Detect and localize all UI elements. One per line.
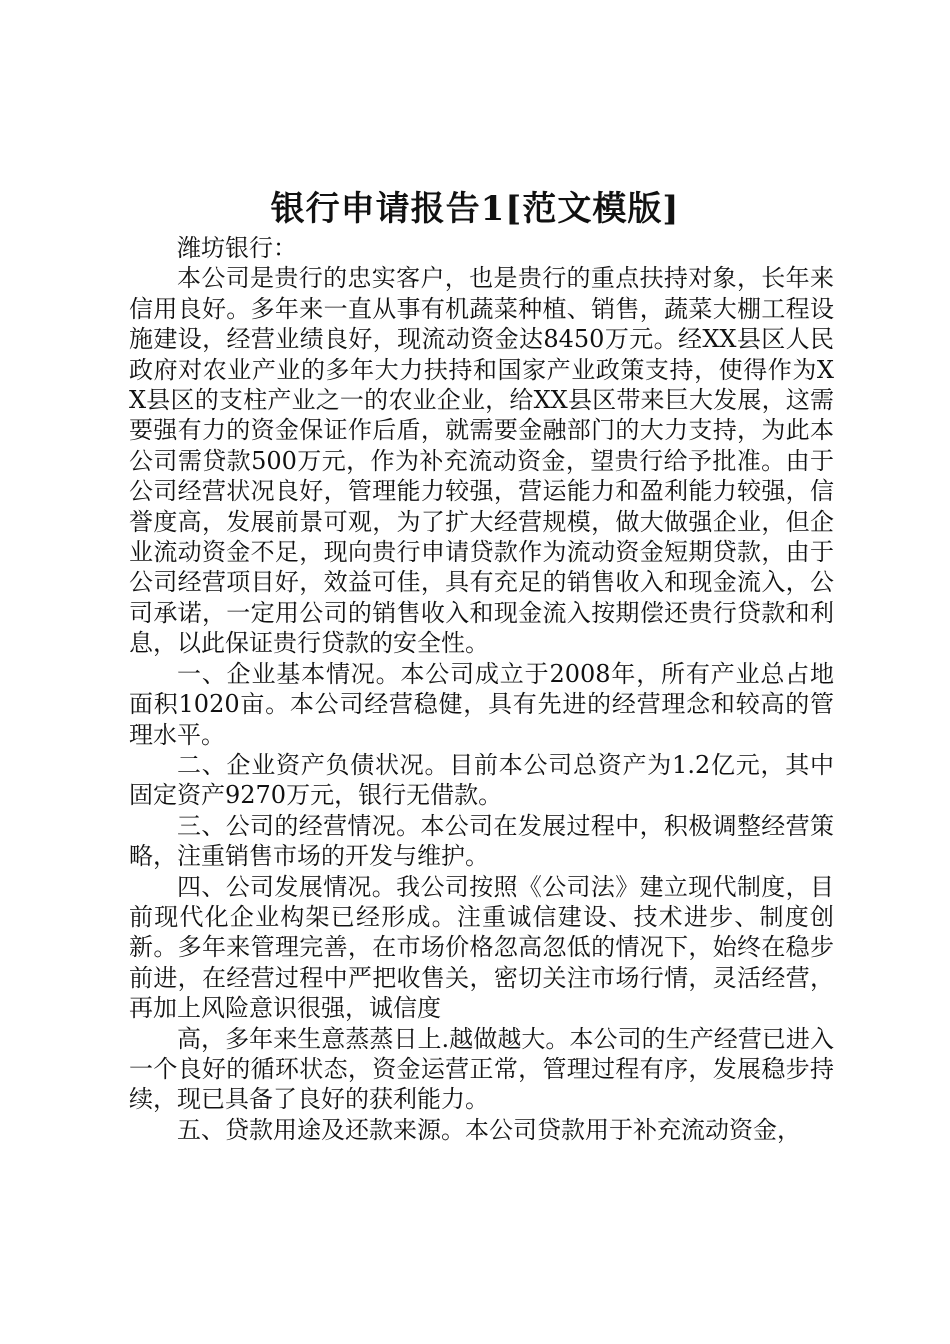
- paragraph-assets-liabilities: 二、企业资产负债状况。目前本公司总资产为1.2亿元，其中固定资产9270万元，银行无借款。: [129, 750, 834, 810]
- paragraph-development-continued: 高，多年来生意蒸蒸日上.越做越大。本公司的生产经营已进入一个良好的循环状态，资金运营正常，管理过程有序，发展稳步持续，现已具备了良好的获利能力。: [129, 1024, 834, 1114]
- paragraph-loan-purpose: 五、贷款用途及还款来源。本公司贷款用于补充流动资金，: [177, 1115, 801, 1144]
- paragraph-development: 四、公司发展情况。我公司按照《公司法》建立现代制度，目前现代化企业构架已经形成。注重诚信建设、技术进步、制度创新。多年来管理完善，在市场价格忽高忽低的情况下，始终在稳步前进，在经营过程中严把收售关，密切关注市场行情，灵活经营，再加上风险意识很强，诚信度: [129, 872, 834, 1023]
- document-title: 银行申请报告1[范文模版]: [270, 189, 680, 229]
- document-body: [129, 233, 834, 1145]
- paragraph-intro: 本公司是贵行的忠实客户，也是贵行的重点扶持对象，长年来信用良好。多年来一直从事有机蔬菜种植、销售，蔬菜大棚工程设施建设，经营业绩良好，现流动资金达8450万元。经XX县区人民政府对农业产业的多年大力扶持和国家产业政策支持，使得作为XX县区的支柱产业之一的农业企业，给XX县区带来巨大发展，这需要强有力的资金保证作后盾，就需要金融部门的大力支持，为此本公司需贷款500万元，作为补充流动资金，望贵行给予批准。由于公司经营状况良好，管理能力较强，营运能力和盈利能力较强，信誉度高，发展前景可观，为了扩大经营规模，做大做强企业，但企业流动资金不足，现向贵行申请贷款作为流动资金短期贷款，由于公司经营项目好，效益可佳，具有充足的销售收入和现金流入，公司承诺，一定用公司的销售收入和现金流入按期偿还贵行贷款和利息，以此保证贵行贷款的安全性。: [129, 264, 834, 658]
- paragraph-basic-info: 一、企业基本情况。本公司成立于2008年，所有产业总占地面积1020亩。本公司经营稳健，具有先进的经营理念和较高的管理水平。: [129, 659, 834, 749]
- salutation: 潍坊银行：: [177, 234, 297, 262]
- paragraph-operations: 三、公司的经营情况。本公司在发展过程中，积极调整经营策略，注重销售市场的开发与维护。: [129, 811, 834, 871]
